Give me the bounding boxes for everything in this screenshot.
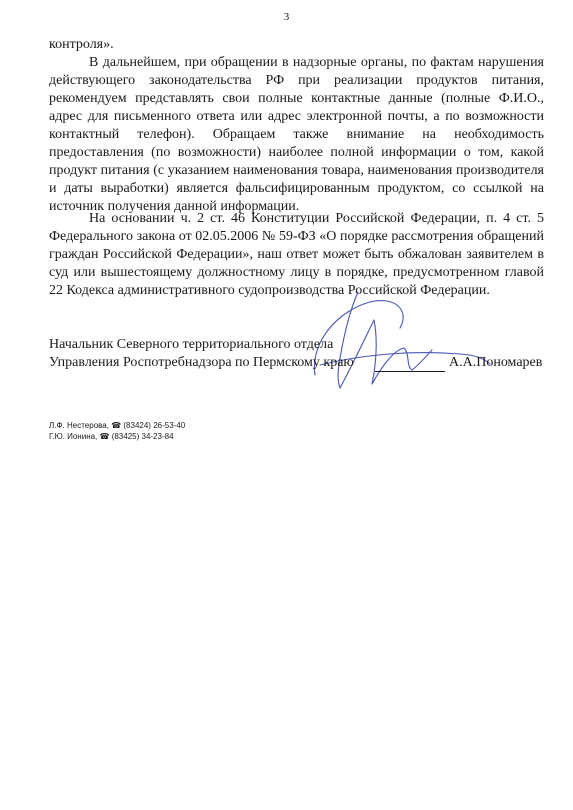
contact-line: Л.Ф. Нестерова, ☎ (83424) 26-53-40 (49, 421, 186, 430)
signer-position-line2: Управления Роспотребнадзора по Пермскому краю (49, 355, 354, 370)
signature-line (375, 371, 445, 372)
contact-line: Г.Ю. Ионина, ☎ (83425) 34-23-84 (49, 432, 174, 441)
paragraph-continuation: контроля». (49, 37, 114, 52)
paragraph-appeal-rights: На основании ч. 2 ст. 46 Конституции Российской Федерации, п. 4 ст. 5 Федерального закона от 02.05.2006 № 59-ФЗ «О порядке рассмотрения обращений граждан Российской Федерации», наш ответ может быть обжалован заявителем в суд или вышестоящему должностному лицу в порядке, предусмотренном главой 22 Кодекса административного судопроизводства Российской Федерации. (49, 211, 544, 298)
signer-position-line1: Начальник Северного территориального отдела (49, 337, 334, 352)
paragraph-contact-recommendation: В дальнейшем, при обращении в надзорные органы, по фактам нарушения действующего законодательства РФ при реализации продуктов питания, рекомендуем представлять свои полные контактные данные (полные Ф.И.О., адрес для письменного ответа или адрес электронной почты, а по возможности контактный телефон). Обращаем также внимание на необходимость предоставления (по возможности) наиболее полной информации о том, какой продукт питания (с указанием наименования товара, наименования производителя и даты выработки) является фальсифицированным продуктом, со ссылкой на источник получения данной информации. (49, 55, 544, 214)
signer-name: А.А.Пономарев (449, 355, 543, 370)
page-number: 3 (283, 11, 290, 23)
